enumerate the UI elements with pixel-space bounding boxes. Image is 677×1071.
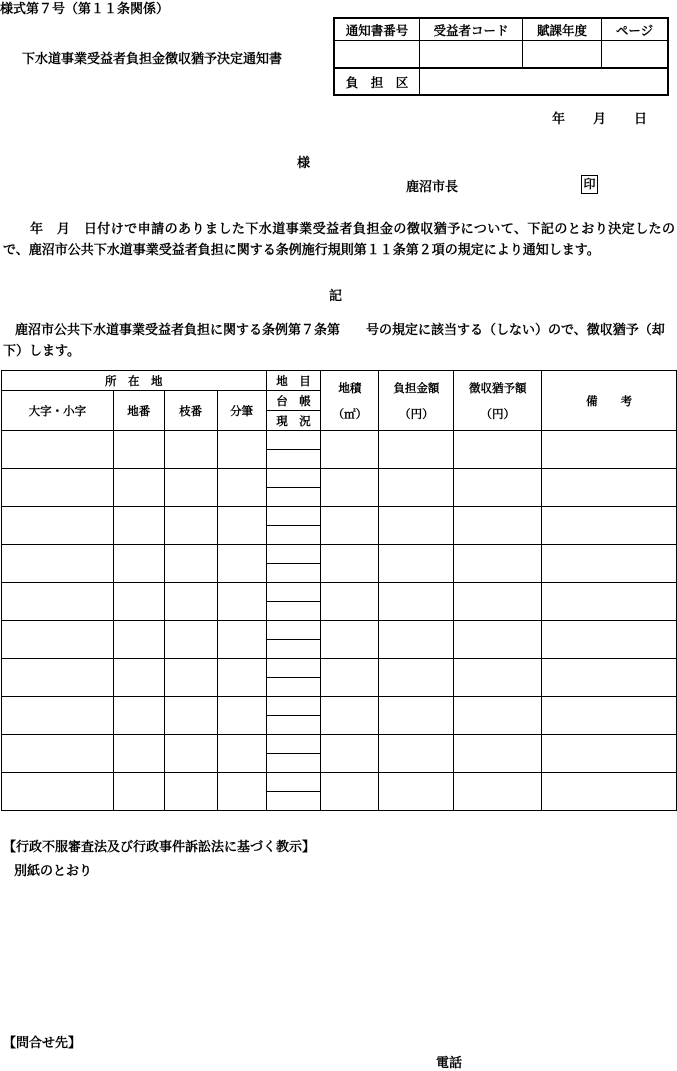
amount-cell[interactable] — [379, 507, 454, 545]
area-cell[interactable] — [321, 507, 379, 545]
fiscal-year-field[interactable] — [523, 41, 602, 69]
deferral-cell[interactable] — [454, 583, 542, 621]
oaza-cell[interactable] — [2, 545, 114, 583]
amount-cell[interactable] — [379, 431, 454, 469]
land-table — [1, 370, 677, 811]
deferral-cell[interactable] — [454, 773, 542, 811]
chiban-cell[interactable] — [113, 583, 164, 621]
chimoku-daicho-cell[interactable] — [266, 735, 321, 754]
area-cell[interactable] — [321, 735, 379, 773]
chiban-cell[interactable] — [113, 431, 164, 469]
chiban-cell[interactable] — [113, 773, 164, 811]
remarks-header: 備 考 — [542, 371, 677, 431]
edaban-cell[interactable] — [164, 735, 217, 773]
remarks-cell[interactable] — [542, 773, 677, 811]
edaban-cell[interactable] — [164, 507, 217, 545]
date-day: 日 — [634, 112, 648, 127]
date-month: 月 — [593, 112, 607, 127]
edaban-cell[interactable] — [164, 545, 217, 583]
chimoku-daicho-cell[interactable] — [266, 621, 321, 640]
beneficiary-code-field[interactable] — [420, 41, 523, 69]
col-oaza-koaza: 大字・小字 — [2, 391, 114, 431]
remarks-cell[interactable] — [542, 431, 677, 469]
header-box — [333, 17, 669, 96]
district-field[interactable] — [420, 68, 669, 95]
oaza-cell[interactable] — [2, 621, 114, 659]
chimoku-genkyo-cell[interactable] — [266, 754, 321, 773]
edaban-cell[interactable] — [164, 583, 217, 621]
table-row — [2, 469, 677, 488]
edaban-cell[interactable] — [164, 659, 217, 697]
deferral-cell[interactable] — [454, 507, 542, 545]
district-label: 負 担 区 — [334, 68, 420, 95]
chimoku-daicho-cell[interactable] — [266, 507, 321, 526]
amount-cell[interactable] — [379, 583, 454, 621]
amount-cell[interactable] — [379, 773, 454, 811]
area-cell[interactable] — [321, 431, 379, 469]
area-cell[interactable] — [321, 773, 379, 811]
amount-unit: （円） — [399, 406, 434, 421]
chiban-cell[interactable] — [113, 621, 164, 659]
chimoku-genkyo-cell[interactable] — [266, 564, 321, 583]
chimoku-genkyo-cell[interactable] — [266, 678, 321, 697]
appeal-notice-heading: 【行政不服審査法及び行政事件訴訟法に基づく教示】 — [3, 840, 316, 855]
col-bunpitsu: 分筆 — [217, 391, 266, 431]
table-row — [2, 773, 677, 792]
deferral-cell[interactable] — [454, 697, 542, 735]
col-chiban: 地番 — [113, 391, 164, 431]
oaza-cell[interactable] — [2, 431, 114, 469]
area-cell[interactable] — [321, 659, 379, 697]
bunpitsu-cell[interactable] — [217, 697, 266, 735]
header-col-beneficiary-code: 受益者コード — [420, 18, 523, 41]
document-title: 下水道事業受益者負担金徴収猶予決定通知書 — [22, 52, 283, 67]
seal-mark: 印 — [581, 175, 598, 194]
chimoku-genkyo-cell[interactable] — [266, 792, 321, 811]
bunpitsu-cell[interactable] — [217, 545, 266, 583]
bunpitsu-cell[interactable] — [217, 735, 266, 773]
chimoku-genkyo-cell[interactable] — [266, 716, 321, 735]
form-number: 様式第７号（第１１条関係） — [0, 2, 170, 17]
bunpitsu-cell[interactable] — [217, 621, 266, 659]
bunpitsu-cell[interactable] — [217, 659, 266, 697]
edaban-cell[interactable] — [164, 773, 217, 811]
area-label: 地積 — [338, 380, 362, 395]
area-header — [321, 371, 379, 431]
remarks-cell[interactable] — [542, 507, 677, 545]
bunpitsu-cell[interactable] — [217, 773, 266, 811]
chimoku-daicho-cell[interactable] — [266, 545, 321, 564]
amount-cell[interactable] — [379, 621, 454, 659]
chimoku-genkyo-cell[interactable] — [266, 526, 321, 545]
date-line — [552, 108, 647, 127]
edaban-cell[interactable] — [164, 431, 217, 469]
area-cell[interactable] — [321, 583, 379, 621]
deferral-cell[interactable] — [454, 469, 542, 507]
header-col-page: ページ — [602, 18, 669, 41]
deferral-cell[interactable] — [454, 659, 542, 697]
remarks-cell[interactable] — [542, 583, 677, 621]
remarks-cell[interactable] — [542, 621, 677, 659]
chimoku-daicho-cell[interactable] — [266, 659, 321, 678]
notice-no-field[interactable] — [334, 41, 420, 69]
oaza-cell[interactable] — [2, 469, 114, 507]
table-row — [2, 545, 677, 564]
oaza-cell[interactable] — [2, 583, 114, 621]
page-field[interactable] — [602, 41, 669, 69]
deferral-header — [454, 371, 542, 431]
amount-label: 負担金額 — [393, 380, 440, 395]
bunpitsu-cell[interactable] — [217, 469, 266, 507]
table-row — [2, 697, 677, 716]
edaban-cell[interactable] — [164, 469, 217, 507]
genkyo-header: 現 況 — [266, 411, 321, 431]
remarks-cell[interactable] — [542, 469, 677, 507]
table-row — [2, 659, 677, 678]
chiban-cell[interactable] — [113, 697, 164, 735]
chimoku-daicho-cell[interactable] — [266, 469, 321, 488]
ki-mark: 記 — [329, 289, 343, 304]
header-col-notice-no: 通知書番号 — [334, 18, 420, 41]
chimoku-header: 地 目 — [266, 371, 321, 391]
area-unit: （㎡） — [332, 406, 368, 421]
deferral-cell[interactable] — [454, 431, 542, 469]
bunpitsu-cell[interactable] — [217, 583, 266, 621]
amount-cell[interactable] — [379, 697, 454, 735]
col-edaban: 枝番 — [164, 391, 217, 431]
location-header: 所 在 地 — [2, 371, 267, 391]
oaza-cell[interactable] — [2, 697, 114, 735]
table-row — [2, 735, 677, 754]
date-year: 年 — [552, 112, 566, 127]
chimoku-daicho-cell[interactable] — [266, 431, 321, 450]
remarks-cell[interactable] — [542, 697, 677, 735]
chimoku-daicho-cell[interactable] — [266, 583, 321, 602]
bunpitsu-cell[interactable] — [217, 507, 266, 545]
chimoku-daicho-cell[interactable] — [266, 697, 321, 716]
chimoku-daicho-cell[interactable] — [266, 773, 321, 792]
chimoku-genkyo-cell[interactable] — [266, 640, 321, 659]
deferral-cell[interactable] — [454, 545, 542, 583]
oaza-cell[interactable] — [2, 735, 114, 773]
remarks-cell[interactable] — [542, 735, 677, 773]
oaza-cell[interactable] — [2, 659, 114, 697]
deferral-label: 徴収猶予額 — [468, 380, 527, 395]
area-cell[interactable] — [321, 697, 379, 735]
chiban-cell[interactable] — [113, 735, 164, 773]
deferral-cell[interactable] — [454, 621, 542, 659]
oaza-cell[interactable] — [2, 773, 114, 811]
table-row — [2, 621, 677, 640]
amount-cell[interactable] — [379, 469, 454, 507]
chimoku-genkyo-cell[interactable] — [266, 488, 321, 507]
area-cell[interactable] — [321, 621, 379, 659]
remarks-cell[interactable] — [542, 659, 677, 697]
area-cell[interactable] — [321, 469, 379, 507]
body-text: 年 月 日付けで申請のありました下水道事業受益者負担金の徴収猶予について、下記のとおり決定したので、鹿沼市公共下水道事業受益者負担に関する条例施行規則第１１条第２項の規定により通知します。 — [3, 222, 675, 258]
appeal-notice-body: 別紙のとおり — [14, 864, 93, 879]
amount-cell[interactable] — [379, 659, 454, 697]
inquiry-heading: 【問合せ先】 — [3, 1036, 82, 1051]
chiban-cell[interactable] — [113, 469, 164, 507]
bunpitsu-cell[interactable] — [217, 431, 266, 469]
chiban-cell[interactable] — [113, 659, 164, 697]
table-row — [2, 583, 677, 602]
amount-header — [379, 371, 454, 431]
issuer: 鹿沼市長 — [406, 180, 459, 195]
clause-text: 鹿沼市公共下水道事業受益者負担に関する条例第７条第 号の規定に該当する（しない）ので、徴収猶予（却下）します。 — [3, 323, 665, 359]
phone-label: 電話 — [436, 1056, 463, 1071]
edaban-cell[interactable] — [164, 697, 217, 735]
remarks-cell[interactable] — [542, 545, 677, 583]
deferral-unit: （円） — [480, 406, 515, 421]
oaza-cell[interactable] — [2, 507, 114, 545]
header-col-fiscal-year: 賦課年度 — [523, 18, 602, 41]
amount-cell[interactable] — [379, 735, 454, 773]
table-row — [2, 431, 677, 450]
chimoku-genkyo-cell[interactable] — [266, 450, 321, 469]
daicho-header: 台 帳 — [266, 391, 321, 411]
amount-cell[interactable] — [379, 545, 454, 583]
table-row — [2, 507, 677, 526]
area-cell[interactable] — [321, 545, 379, 583]
addressee-suffix: 様 — [297, 156, 311, 171]
chimoku-genkyo-cell[interactable] — [266, 602, 321, 621]
chiban-cell[interactable] — [113, 507, 164, 545]
deferral-cell[interactable] — [454, 735, 542, 773]
chiban-cell[interactable] — [113, 545, 164, 583]
edaban-cell[interactable] — [164, 621, 217, 659]
